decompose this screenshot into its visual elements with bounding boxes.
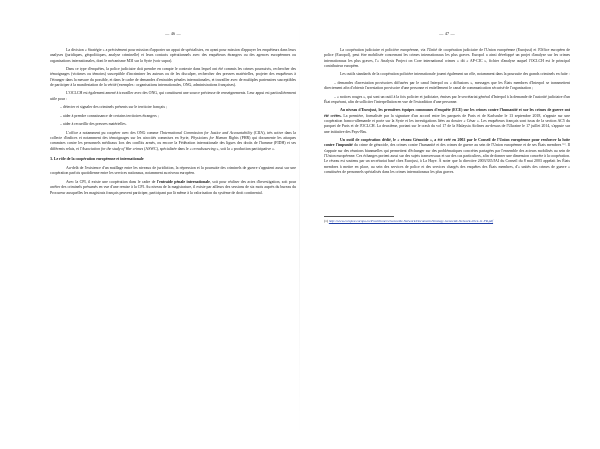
genocide-network-paragraph <box>324 138 570 175</box>
eurojust-paragraph <box>324 108 570 134</box>
text-run: L'office a notamment pu coopérer avec des ONG comme <box>66 130 160 135</box>
right-page <box>324 0 570 449</box>
paragraph: La division « Stratégie » a précisément pour mission d'apporter un appui de spécialistes, en ayant pour mission d'appuyer les enquêteurs dans leurs analyses (juridiques, géopolitiques, analyse criminelle) et leurs contacts opérationnels avec des enquêteurs étrangers ou des agences européennes ou organisations internationales, dont le mécanisme M3I sur la Syrie (voir supra). <box>50 48 296 63</box>
text-run: du crime de génocide, des crimes contre l'humanité et des crimes de guerre au sein de l'Union européenne et de ses États membres ⁽¹⁾. Il s'appuie sur des réunions biannuelles qui permettent d'échanger sur des problématiques concrètes partagées par l'ensemble des acteurs mobilisés au sein de l'Union européenne. Ces échanges portent aussi sur des sujets transversaux et sur des cas particuliers, afin de donner une dimension concrète à la coopération. Le réseau est soutenu par un secrétariat basé chez Eurojust, à La Haye. À noter que la directive 2003/335/JAI du Conseil du 8 mai 2003 appelait les États membres à mettre en place, au sein des services de police et des services chargés des enquêtes des États membres, d'« unités des crimes de guerre » constituées de personnels spécialisés dans les crimes internationaux les plus graves. <box>324 143 570 174</box>
text-run: (ASWC), spécialisée dans le « <box>143 146 193 151</box>
term-crowdsourcing: crowdsourcing <box>192 146 216 151</box>
paragraph: Dans ce type d'enquêtes, la police judiciaire doit prendre en compte le contexte dans lequel ont été commis les crimes poursuivis, rechercher des témoignages (victimes ou témoins) susceptible d'incriminer les auteurs ou de les disculper, rechercher des preuves matérielles, projeter des enquêteurs à l'étranger dans la mesure du possible, et dans le cadre de demandes d'entraides pénales internationales, et travailler avec de multiples partenaires susceptibles de participer à la manifestation de la vérité (exemples : organisations internationales, ONG, administrations françaises). <box>50 67 296 87</box>
footnote-link[interactable]: http://www.eurojust.europa.eu/Practitioners/Genocide-Network/Documents/Strategy-Genocide-Network-2014-11-FR.pdf <box>328 219 494 224</box>
footnote-rule <box>324 216 394 217</box>
page-number-right: — 47 — <box>439 31 455 36</box>
bold-text: Un outil de coopération dédié, le « réseau Génocide », a été créé en 2002 par le Conseil de l'Union européenne pour renforcer la lutte contre l'impunité <box>324 138 570 148</box>
paragraph: Au-delà de l'existence d'un maillage entre les niveaux de juridiction, la répression et la poursuite des criminels de guerre s'appuient aussi sur une coopération parfois quotidienne entre les services nationaux, notamment au niveau européen. <box>50 166 296 176</box>
bold-text: Au niveau d'Eurojust, les premières équipes communes d'enquête (ECE) sur les crimes contre l'humanité et sur les crimes de guerre ont été créées. <box>324 108 570 118</box>
ong-paragraph <box>50 131 296 152</box>
list-item: – « notices rouges », qui sont un outil à la fois policier et judiciaire, émises par le secrétariat général d'Interpol à la demande de l'autorité judiciaire d'un État requérant, afin de solliciter l'interpellation en vue de l'extradition d'une personne. <box>324 94 570 104</box>
paragraph: Les outils standards de la coopération policière internationale jouent également un rôle, notamment dans la poursuite des grands criminels en fuite : <box>340 72 570 77</box>
folio-left-number: 46 <box>170 31 176 36</box>
footnote-marker: (1) <box>324 219 328 224</box>
text-run: (CIJA), très active dans la collecte d'indices et notamment des témoignages sur les atrocités commises en Syrie, <box>50 130 296 140</box>
list-item: – aider à prendre connaissance de certains territoires étrangers ; <box>60 113 159 118</box>
text-run: Avec la CPI, il existe une coopération dans le cadre de <box>66 179 157 184</box>
page-number-left: — 46 — <box>165 31 181 36</box>
footnote <box>324 219 570 223</box>
list-item: – demandes d'arrestation provisoires diffusées par le canal Interpol ou « diffusions », messages que les États membres d'Interpol se transmettent directement afin d'obtenir l'arrestation provisoire d'une personne et entiellement le canal de communication sécurisé de l'organisation ; <box>324 80 570 91</box>
org-name-aswc: l'Association for the study of War crimes <box>79 146 144 151</box>
text-run: La première, formalisée par la signature d'un accord entre les parquets de Paris et de Karlsruhe le 13 septembre 2018, n'appuie sur une coopération franco-allemande et porte sur la Syrie et les investigations liées au dossier « César ». Les enquêteurs français sont issus de la section AC5 du parquet de Paris et de l'OCLCH. La deuxième, portant sur le crash du vol 17 de la Malaysia Airlines au-dessus de l'Ukraine le 17 juillet 2014, s'appuie sur une initiative des Pays-Bas. <box>324 113 570 134</box>
text-run: , soit pour réaliser des actes d'investigation, soit pour arrêter des criminels présumés en vue d'une remise à la CPI. Au niveau de la magistrature, il existe par ailleurs des sessions de six mois auprès du bureau du Procureur auxquelles les magistrats français peuvent participer, participant par là même à la valorisation du système de droit continental. <box>50 179 296 195</box>
paragraph: La coopération judiciaire et policière européenne, via l'Unité de coopération judiciaire de l'Union européenne (Eurojust) et l'Office européen de police (Europol), peut être mobilisée concernant les crimes internationaux les plus graves. Europol a ainsi développé un projet d'analyse sur les crimes internationaux les plus graves, l'« Analysis Project on Core international crimes » dit « AP-CIC », fichier d'analyse auquel l'OCLCH est le principal contributeur européen. <box>324 48 570 68</box>
left-page <box>50 0 296 449</box>
text-run: (PHR) qui documente les attaques commises contre les personnels médicaux lors des conflits armés, ou encore la Fédération internationale des ligues des droits de l'homme (FIDH) et ses différents relais, et <box>50 135 297 151</box>
org-name-phr: Physicians for Human Rights <box>191 135 239 140</box>
list-item: – détecter et signaler des criminels présents sur le territoire français ; <box>60 105 168 110</box>
folio-right-number: 47 <box>444 31 450 36</box>
bold-text: l'entraide pénale internationale <box>156 179 210 184</box>
section-heading: 3. Le rôle de la coopération européenne et internationale <box>50 156 144 161</box>
text-run: », soit la « production participative ». <box>215 146 275 151</box>
list-item: – aider à recueillir des preuves matérielles. <box>60 122 127 127</box>
cpi-paragraph <box>50 180 296 196</box>
paragraph: L'OCLCH est également amené à travailler avec des ONG, qui constituent une source précieuse de renseignements. Leur appui est particulièrement utile pour : <box>50 91 296 101</box>
org-name-cija: l'International Commission for Justice and Accountability <box>159 130 253 135</box>
gutter-shadow <box>299 18 300 438</box>
